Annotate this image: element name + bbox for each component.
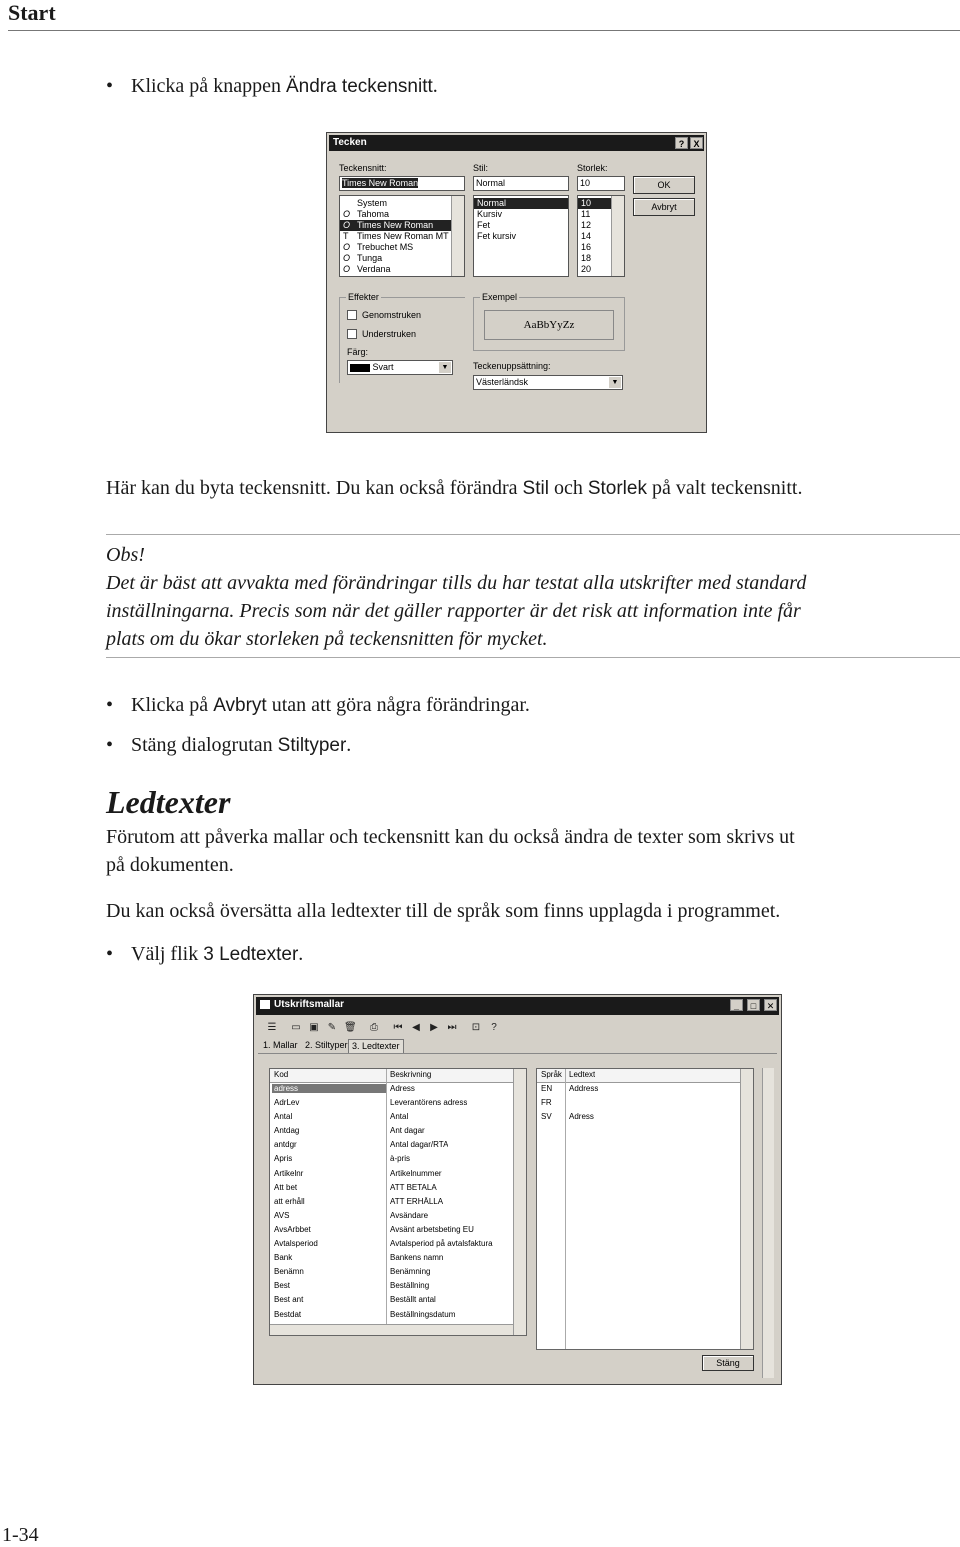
font-label: Teckensnitt: (339, 163, 387, 173)
table-row[interactable] (270, 1125, 526, 1139)
chevron-down-icon[interactable]: ▼ (439, 362, 451, 373)
table-cell-text[interactable]: Beställt antal (390, 1295, 436, 1305)
size-field[interactable]: 10 (577, 176, 625, 191)
font-field[interactable] (339, 176, 465, 191)
table-cell-code[interactable]: Antdag (274, 1126, 300, 1136)
column-header-language[interactable]: Språk (541, 1070, 562, 1079)
table-cell-text[interactable]: Adress (390, 1084, 415, 1093)
size-list-item[interactable]: 11 (581, 209, 591, 219)
tab-mallar[interactable]: 1. Mallar (263, 1040, 298, 1050)
strikethrough-checkbox[interactable] (347, 310, 357, 320)
bullet-dot: • (106, 694, 114, 716)
table-row[interactable] (537, 1097, 753, 1111)
help-icon[interactable]: ? (491, 1022, 497, 1033)
table-cell-code[interactable]: Att bet (274, 1182, 298, 1192)
font-list-label: Trebuchet MS (357, 242, 414, 252)
table-cell-text[interactable]: Beställning (390, 1281, 430, 1291)
table-cell-text[interactable]: Artikelnummer (390, 1168, 442, 1178)
copy-icon[interactable]: ▣ (309, 1022, 319, 1033)
style-list-item-selected[interactable]: Normal (474, 198, 568, 209)
section-heading: Ledtexter (106, 784, 231, 820)
window-scrollbar[interactable] (762, 1068, 774, 1378)
style-field[interactable]: Normal (473, 176, 569, 191)
ok-button[interactable]: OK (633, 176, 695, 194)
size-label: Storlek: (577, 163, 608, 173)
table-cell-code[interactable]: Best ant (274, 1295, 304, 1305)
template-window (253, 994, 782, 1385)
size-list-item[interactable]: 16 (581, 242, 592, 252)
table-cell-text[interactable]: Adress (569, 1112, 594, 1122)
font-type-icon: O (343, 264, 351, 274)
color-swatch (350, 364, 370, 372)
font-list-label: Tahoma (357, 209, 390, 219)
para-text: och (548, 477, 588, 499)
charset-select-value: Västerländsk (476, 377, 529, 387)
font-list-item[interactable] (340, 264, 464, 275)
preview-icon[interactable]: ⊡ (471, 1022, 481, 1033)
font-dialog (326, 132, 707, 433)
size-list-item[interactable]: 18 (581, 253, 592, 263)
table-row[interactable] (270, 1294, 526, 1308)
ui-reference: Storlek (587, 478, 647, 499)
style-list-item[interactable]: Kursiv (477, 209, 503, 219)
previous-icon[interactable]: ◀ (412, 1022, 420, 1033)
grid-header (537, 1069, 753, 1083)
table-cell-code[interactable]: FR (541, 1098, 552, 1108)
ui-reference: Stiltyper (277, 735, 347, 756)
maximize-icon[interactable]: □ (747, 999, 760, 1011)
code-grid-hscrollbar[interactable] (270, 1324, 513, 1335)
table-cell-text[interactable]: Address (569, 1084, 599, 1093)
table-cell-code[interactable]: Avtalsperiod (274, 1239, 318, 1249)
table-cell-code[interactable]: EN (541, 1084, 553, 1093)
template-window-titlebar (256, 997, 779, 1015)
table-cell-text[interactable]: Avsändare (390, 1210, 429, 1220)
bullet-text: Välj flik (131, 943, 204, 965)
ui-reference: Ändra teckensnitt (285, 76, 433, 97)
section-para-line: på dokumenten. (106, 854, 234, 876)
table-row[interactable] (270, 1196, 526, 1210)
font-type-icon: O (343, 253, 351, 263)
note-line: plats om du ökar storleken på teckensnitten för mycket. (106, 628, 548, 650)
bullet-text-end: utan att göra några förändringar. (266, 694, 530, 716)
table-row[interactable] (270, 1238, 526, 1252)
header-rule (8, 30, 960, 31)
para-text: Här kan du byta teckensnitt. Du kan också förändra (106, 477, 523, 499)
table-row[interactable] (270, 1280, 526, 1294)
grid-header (270, 1069, 526, 1083)
font-list-item[interactable] (340, 231, 464, 242)
ui-reference: 3 Ledtexter (203, 944, 299, 965)
window-icon (260, 1000, 270, 1009)
font-list-item[interactable] (340, 242, 464, 253)
table-cell-code[interactable]: att erhåll (274, 1196, 305, 1206)
label-grid-rows (537, 1083, 753, 1125)
note-rule-bottom (106, 657, 960, 658)
table-cell-code[interactable]: AdrLev (274, 1098, 300, 1108)
tab-ledtexter[interactable]: 3. Ledtexter (348, 1039, 404, 1053)
table-cell-text[interactable]: à-pris (390, 1154, 411, 1164)
close-button[interactable]: Stäng (702, 1355, 754, 1371)
font-list-scrollbar[interactable] (451, 196, 464, 276)
charset-select[interactable] (473, 375, 623, 390)
table-cell-text[interactable]: ATT BETALA (390, 1182, 437, 1192)
column-header-code[interactable]: Kod (274, 1070, 289, 1079)
label-grid[interactable] (536, 1068, 754, 1350)
table-cell-text[interactable]: Antal (390, 1112, 409, 1122)
effects-group-title: Effekter (348, 292, 379, 302)
font-list-label: System (357, 198, 388, 208)
cancel-button[interactable]: Avbryt (633, 198, 695, 216)
bullet-text: Stäng dialogrutan (131, 734, 278, 756)
note-label: Obs! (106, 544, 145, 566)
edit-icon[interactable]: ✎ (327, 1022, 337, 1033)
code-grid-scrollbar[interactable] (513, 1069, 526, 1335)
style-list-item[interactable]: Fet (477, 220, 491, 230)
tab-divider (258, 1053, 777, 1054)
table-cell-code[interactable]: Bank (274, 1253, 293, 1263)
style-list[interactable] (473, 195, 569, 277)
size-list-item[interactable]: 20 (581, 264, 592, 274)
bullet-change-font (106, 72, 438, 101)
size-list-scrollbar[interactable] (611, 196, 624, 276)
bullet-text: Klicka på (131, 694, 214, 716)
underline-checkbox[interactable] (347, 329, 357, 339)
section-title: Start (8, 0, 56, 25)
font-type-icon: T (343, 231, 349, 241)
table-cell-text[interactable]: Avsänt arbetsbeting EU (390, 1224, 474, 1234)
table-row[interactable] (270, 1210, 526, 1224)
table-row[interactable] (270, 1153, 526, 1167)
bullet-text-end: . (346, 734, 352, 756)
minimize-icon[interactable]: _ (730, 999, 743, 1011)
table-row[interactable] (270, 1266, 526, 1280)
underline-label: Understruken (362, 329, 417, 339)
next-icon[interactable]: ▶ (430, 1022, 438, 1033)
font-list-label: Verdana (357, 264, 391, 274)
table-cell-text[interactable]: Beställningsdatum (390, 1309, 456, 1319)
last-icon[interactable]: ⏭ (447, 1022, 457, 1033)
color-select-value: Svart (372, 362, 394, 372)
color-select[interactable] (347, 360, 453, 375)
sample-group (473, 292, 625, 351)
table-cell-code[interactable]: adress (272, 1084, 386, 1093)
table-row[interactable] (270, 1168, 526, 1182)
new-folder-icon[interactable]: ▭ (291, 1022, 301, 1033)
font-dialog-titlebar (329, 135, 704, 151)
code-grid-rows (270, 1083, 526, 1336)
style-label: Stil: (473, 163, 489, 173)
section-para-translate: Du kan också översätta alla ledtexter till de språk som finns upplagda i programmet. (106, 900, 781, 922)
para-text: på valt teckensnitt. (646, 477, 803, 499)
strikethrough-label: Genomstruken (362, 310, 422, 320)
bullet-select-tab (106, 940, 303, 969)
table-cell-text[interactable]: Leverantörens adress (390, 1098, 468, 1108)
table-cell-code[interactable]: Artikelnr (274, 1168, 304, 1178)
table-cell-text[interactable]: Bankens namn (390, 1253, 444, 1263)
first-icon[interactable]: ⏮ (393, 1022, 403, 1033)
close-icon[interactable]: ✕ (764, 999, 777, 1011)
font-list-label: Tunga (357, 253, 383, 263)
table-row[interactable] (270, 1139, 526, 1153)
code-grid[interactable] (269, 1068, 527, 1336)
column-header-label[interactable]: Ledtext (569, 1070, 596, 1079)
paragraph-change-font (106, 474, 960, 503)
table-cell-code[interactable]: Bestdat (274, 1309, 302, 1319)
ui-reference: Avbryt (213, 695, 267, 716)
chevron-down-icon[interactable]: ▼ (609, 377, 621, 388)
size-list-item-selected[interactable]: 10 (578, 198, 624, 209)
bullet-text-end: . (432, 75, 438, 97)
help-icon[interactable]: ? (675, 137, 688, 149)
font-list-label: Times New Roman (357, 220, 434, 230)
ui-reference: Stil (522, 478, 549, 499)
tab-stiltyper[interactable]: 2. Stiltyper (305, 1040, 348, 1050)
bullet-dot: • (106, 75, 114, 97)
table-cell-text[interactable]: Ant dagar (390, 1126, 425, 1136)
bullet-close-dialog (106, 731, 351, 760)
font-list-item-selected[interactable] (340, 220, 464, 231)
table-cell-code[interactable]: AvsArbbet (274, 1224, 311, 1234)
sample-preview: AaBbYyZz (484, 310, 614, 340)
font-list-item[interactable] (340, 198, 464, 209)
table-cell-code[interactable]: antdgr (274, 1140, 297, 1150)
note-rule-top (106, 534, 960, 535)
font-list-label: Times New Roman MT (357, 231, 449, 241)
table-cell-code[interactable]: Apris (274, 1154, 293, 1164)
font-type-icon: O (343, 209, 351, 219)
table-row[interactable] (270, 1083, 526, 1097)
font-field-value: Times New Roman (342, 178, 419, 188)
font-dialog-title: Tecken (333, 137, 367, 148)
table-row[interactable] (270, 1182, 526, 1196)
bullet-dot: • (106, 734, 114, 756)
delete-icon[interactable]: 🗑 (344, 1022, 357, 1033)
font-list-item[interactable] (340, 253, 464, 264)
bullet-text-end: . (298, 943, 304, 965)
size-list[interactable] (577, 195, 625, 277)
table-row[interactable] (270, 1111, 526, 1125)
column-header-description[interactable]: Beskrivning (390, 1070, 432, 1079)
label-grid-scrollbar[interactable] (740, 1069, 753, 1349)
page-number: 1-34 (2, 1524, 39, 1546)
template-window-title: Utskriftsmallar (274, 999, 345, 1010)
bullet-text: Klicka på knappen (131, 75, 286, 97)
table-cell-code[interactable]: Best (274, 1281, 291, 1291)
font-list-item[interactable] (340, 209, 464, 220)
close-icon[interactable]: X (690, 137, 703, 149)
table-cell-code[interactable]: Benämn (274, 1267, 304, 1277)
table-row[interactable] (270, 1252, 526, 1266)
size-list-item[interactable]: 12 (581, 220, 592, 230)
bullet-cancel (106, 691, 530, 720)
font-type-icon: O (343, 242, 351, 252)
table-cell-text[interactable]: Benämning (390, 1267, 431, 1277)
table-row[interactable] (270, 1097, 526, 1111)
table-row[interactable] (537, 1111, 753, 1125)
table-cell-code[interactable]: AVS (274, 1210, 290, 1220)
column-divider (386, 1069, 387, 1335)
table-row[interactable] (270, 1224, 526, 1238)
style-list-item[interactable]: Fet kursiv (477, 231, 517, 241)
table-row[interactable] (270, 1309, 526, 1323)
table-row[interactable] (537, 1083, 753, 1097)
table-cell-text[interactable]: ATT ERHÅLLA (390, 1196, 444, 1206)
list-icon[interactable]: ☰ (267, 1022, 277, 1033)
print-icon[interactable]: ⎙ (370, 1022, 378, 1033)
font-type-icon: O (343, 220, 351, 230)
color-label: Färg: (347, 347, 369, 357)
charset-label: Teckenuppsättning: (473, 361, 551, 371)
table-cell-text[interactable]: Avtalsperiod på avtalsfaktura (390, 1239, 493, 1249)
table-cell-code[interactable]: SV (541, 1112, 552, 1122)
column-divider (565, 1069, 566, 1349)
font-list[interactable] (339, 195, 465, 277)
note-line: Det är bäst att avvakta med förändringar tills du har testat alla utskrifter med standard (106, 572, 807, 594)
size-list-item[interactable]: 14 (581, 231, 592, 241)
sample-group-title: Exempel (482, 292, 518, 302)
table-cell-code[interactable]: Antal (274, 1112, 293, 1122)
section-para-line: Förutom att påverka mallar och teckensnitt kan du också ändra de texter som skrivs ut (106, 826, 795, 848)
table-cell-text[interactable]: Antal dagar/RTA (390, 1140, 449, 1150)
note-line: inställningarna. Precis som när det gäller rapporter är det risk att information inte får (106, 600, 801, 622)
bullet-dot: • (106, 943, 114, 965)
